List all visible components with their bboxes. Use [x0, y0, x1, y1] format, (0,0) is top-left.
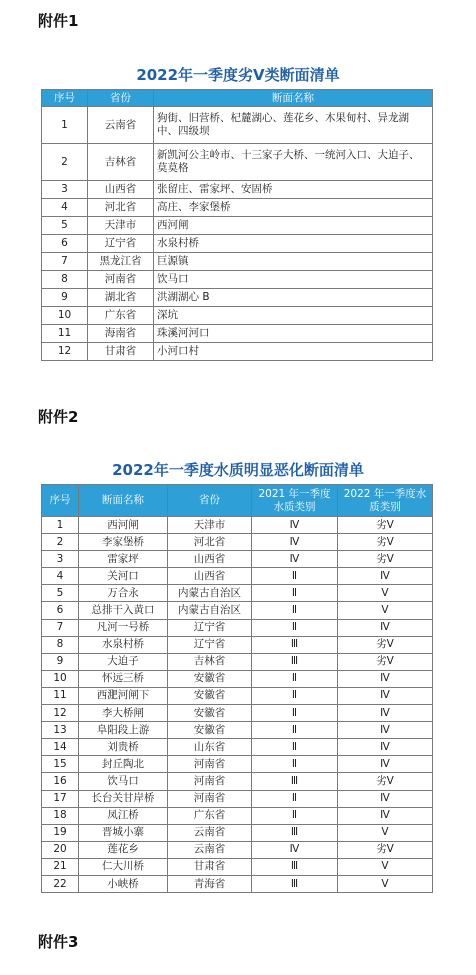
section-names-cell: 洪湖湖心 B [154, 289, 433, 307]
section-name-cell: 雷家坪 [79, 551, 168, 568]
province-cell: 湖北省 [88, 289, 154, 307]
table-row [42, 739, 433, 756]
table-row [42, 722, 433, 739]
row-index-cell: 1 [42, 517, 79, 534]
row-index-cell: 15 [42, 756, 79, 773]
col-header-province: 省份 [88, 90, 154, 107]
province-cell: 云南省 [168, 824, 252, 841]
quality-2022-cell: Ⅴ [338, 875, 433, 892]
table-row [42, 253, 433, 271]
section-name-cell: 水泉村桥 [79, 636, 168, 653]
col-header-province: 省份 [168, 485, 252, 517]
province-cell: 山西省 [88, 181, 154, 199]
col-header-2021-quality: 2021 年一季度水质类别 [252, 485, 338, 517]
province-cell: 河南省 [168, 790, 252, 807]
section-name-cell: 西淝河闸下 [79, 687, 168, 704]
quality-2022-cell: Ⅳ [338, 568, 433, 585]
section-name-cell: 万合永 [79, 585, 168, 602]
section-names-cell: 饮马口 [154, 271, 433, 289]
quality-2022-cell: Ⅳ [338, 619, 433, 636]
section-names-cell: 珠溪河河口 [154, 325, 433, 343]
section-name-cell: 李大桥闸 [79, 705, 168, 722]
col-header-index: 序号 [42, 90, 88, 107]
quality-2021-cell: Ⅱ [252, 790, 338, 807]
table-row [42, 790, 433, 807]
row-index-cell: 12 [42, 343, 88, 361]
province-cell: 辽宁省 [88, 235, 154, 253]
province-cell: 甘肃省 [88, 343, 154, 361]
quality-2022-cell: 劣Ⅴ [338, 653, 433, 670]
province-cell: 河南省 [168, 756, 252, 773]
quality-2021-cell: Ⅳ [252, 517, 338, 534]
province-cell: 山东省 [168, 739, 252, 756]
row-index-cell: 13 [42, 722, 79, 739]
table-1-body [42, 107, 433, 361]
section-name-cell: 大迫子 [79, 653, 168, 670]
row-index-cell: 8 [42, 271, 88, 289]
quality-2021-cell: Ⅲ [252, 773, 338, 790]
province-cell: 吉林省 [168, 653, 252, 670]
section-name-cell: 怀远三桥 [79, 670, 168, 687]
row-index-cell: 19 [42, 824, 79, 841]
section-names-cell: 小河口村 [154, 343, 433, 361]
province-cell: 天津市 [88, 217, 154, 235]
row-index-cell: 9 [42, 289, 88, 307]
section-names-cell: 张留庄、雷家坪、安固桥 [154, 181, 433, 199]
section-names-cell: 水泉村桥 [154, 235, 433, 253]
quality-2021-cell: Ⅱ [252, 670, 338, 687]
section-name-cell: 刘贵桥 [79, 739, 168, 756]
province-cell: 吉林省 [88, 144, 154, 181]
quality-2021-cell: Ⅲ [252, 858, 338, 875]
table-row [42, 687, 433, 704]
section-name-cell: 封丘陶北 [79, 756, 168, 773]
table-2 [41, 484, 433, 893]
province-cell: 安徽省 [168, 705, 252, 722]
quality-2022-cell: 劣Ⅴ [338, 551, 433, 568]
row-index-cell: 11 [42, 325, 88, 343]
quality-2022-cell: Ⅳ [338, 705, 433, 722]
table-row [42, 585, 433, 602]
quality-2022-cell: 劣Ⅴ [338, 841, 433, 858]
section-names-cell: 巨源镇 [154, 253, 433, 271]
table-row [42, 705, 433, 722]
row-index-cell: 8 [42, 636, 79, 653]
table-row [42, 824, 433, 841]
table-row [42, 199, 433, 217]
row-index-cell: 2 [42, 534, 79, 551]
table-row [42, 756, 433, 773]
table-row [42, 568, 433, 585]
row-index-cell: 2 [42, 144, 88, 181]
table-row [42, 619, 433, 636]
quality-2021-cell: Ⅲ [252, 824, 338, 841]
quality-2022-cell: 劣Ⅴ [338, 534, 433, 551]
province-cell: 河北省 [88, 199, 154, 217]
row-index-cell: 1 [42, 107, 88, 144]
section-name-cell: 莲花乡 [79, 841, 168, 858]
attachment-3-heading: 附件3 [38, 933, 79, 951]
table-row [42, 144, 433, 181]
row-index-cell: 6 [42, 235, 88, 253]
quality-2022-cell: Ⅳ [338, 756, 433, 773]
quality-2021-cell: Ⅱ [252, 619, 338, 636]
quality-2021-cell: Ⅲ [252, 875, 338, 892]
table-2-title: 2022年一季度水质明显恶化断面清单 [112, 461, 364, 479]
quality-2021-cell: Ⅱ [252, 585, 338, 602]
section-name-cell: 西河闸 [79, 517, 168, 534]
table-row [42, 271, 433, 289]
table-1-title: 2022年一季度劣Ⅴ类断面清单 [136, 66, 340, 84]
col-header-index: 序号 [42, 485, 79, 517]
table-row [42, 235, 433, 253]
province-cell: 广东省 [88, 307, 154, 325]
table-row [42, 107, 433, 144]
province-cell: 安徽省 [168, 687, 252, 704]
province-cell: 安徽省 [168, 722, 252, 739]
section-names-cell: 高庄、李家堡桥 [154, 199, 433, 217]
row-index-cell: 4 [42, 199, 88, 217]
quality-2022-cell: Ⅳ [338, 739, 433, 756]
table-row [42, 841, 433, 858]
quality-2022-cell: Ⅴ [338, 602, 433, 619]
table-2-body [42, 517, 433, 893]
quality-2022-cell: Ⅳ [338, 670, 433, 687]
province-cell: 河北省 [168, 534, 252, 551]
section-name-cell: 饮马口 [79, 773, 168, 790]
quality-2022-cell: Ⅳ [338, 807, 433, 824]
table-row [42, 289, 433, 307]
section-name-cell: 凤江桥 [79, 807, 168, 824]
quality-2021-cell: Ⅱ [252, 739, 338, 756]
province-cell: 辽宁省 [168, 636, 252, 653]
row-index-cell: 22 [42, 875, 79, 892]
row-index-cell: 7 [42, 253, 88, 271]
attachment-2-heading: 附件2 [38, 408, 79, 426]
province-cell: 安徽省 [168, 670, 252, 687]
table-row [42, 307, 433, 325]
row-index-cell: 21 [42, 858, 79, 875]
quality-2022-cell: 劣Ⅴ [338, 517, 433, 534]
section-names-cell: 狗街、旧营桥、杞麓湖心、莲花乡、木果甸村、异龙湖中、四级坝 [154, 107, 433, 144]
row-index-cell: 10 [42, 670, 79, 687]
province-cell: 山西省 [168, 568, 252, 585]
province-cell: 甘肃省 [168, 858, 252, 875]
section-name-cell: 长台关甘岸桥 [79, 790, 168, 807]
quality-2021-cell: Ⅱ [252, 705, 338, 722]
row-index-cell: 11 [42, 687, 79, 704]
row-index-cell: 5 [42, 217, 88, 235]
quality-2022-cell: 劣Ⅴ [338, 636, 433, 653]
table-row [42, 670, 433, 687]
quality-2022-cell: Ⅴ [338, 858, 433, 875]
province-cell: 内蒙古自治区 [168, 602, 252, 619]
table-row [42, 325, 433, 343]
quality-2022-cell: 劣Ⅴ [338, 773, 433, 790]
section-name-cell: 李家堡桥 [79, 534, 168, 551]
quality-2021-cell: Ⅲ [252, 653, 338, 670]
quality-2021-cell: Ⅱ [252, 687, 338, 704]
row-index-cell: 7 [42, 619, 79, 636]
col-header-section-name: 断面名称 [79, 485, 168, 517]
table-row [42, 636, 433, 653]
province-cell: 云南省 [168, 841, 252, 858]
quality-2022-cell: Ⅳ [338, 790, 433, 807]
quality-2021-cell: Ⅱ [252, 756, 338, 773]
row-index-cell: 10 [42, 307, 88, 325]
quality-2021-cell: Ⅱ [252, 568, 338, 585]
table-row [42, 653, 433, 670]
table-row [42, 343, 433, 361]
table-row [42, 773, 433, 790]
row-index-cell: 20 [42, 841, 79, 858]
province-cell: 山西省 [168, 551, 252, 568]
row-index-cell: 9 [42, 653, 79, 670]
table-row [42, 875, 433, 892]
quality-2021-cell: Ⅲ [252, 636, 338, 653]
row-index-cell: 12 [42, 705, 79, 722]
quality-2021-cell: Ⅳ [252, 551, 338, 568]
section-name-cell: 总排干入黄口 [79, 602, 168, 619]
section-name-cell: 凡河一号桥 [79, 619, 168, 636]
table-1 [41, 89, 433, 361]
table-row [42, 551, 433, 568]
table-row [42, 602, 433, 619]
table-row [42, 181, 433, 199]
row-index-cell: 17 [42, 790, 79, 807]
row-index-cell: 3 [42, 181, 88, 199]
table-1-header-row [42, 90, 433, 107]
col-header-2022-quality: 2022 年一季度水质类别 [338, 485, 433, 517]
row-index-cell: 18 [42, 807, 79, 824]
section-name-cell: 关河口 [79, 568, 168, 585]
province-cell: 海南省 [88, 325, 154, 343]
table-row [42, 534, 433, 551]
quality-2022-cell: Ⅳ [338, 687, 433, 704]
quality-2021-cell: Ⅳ [252, 841, 338, 858]
province-cell: 青海省 [168, 875, 252, 892]
section-names-cell: 西河闸 [154, 217, 433, 235]
attachment-1-heading: 附件1 [38, 12, 79, 30]
row-index-cell: 4 [42, 568, 79, 585]
province-cell: 黑龙江省 [88, 253, 154, 271]
quality-2022-cell: Ⅴ [338, 585, 433, 602]
province-cell: 天津市 [168, 517, 252, 534]
table-2-header-row [42, 485, 433, 517]
table-row [42, 858, 433, 875]
table-row [42, 517, 433, 534]
table-row [42, 217, 433, 235]
quality-2022-cell: Ⅴ [338, 824, 433, 841]
section-names-cell: 深坑 [154, 307, 433, 325]
row-index-cell: 5 [42, 585, 79, 602]
quality-2021-cell: Ⅱ [252, 602, 338, 619]
row-index-cell: 16 [42, 773, 79, 790]
quality-2021-cell: Ⅱ [252, 722, 338, 739]
province-cell: 广东省 [168, 807, 252, 824]
col-header-section-names: 断面名称 [154, 90, 433, 107]
table-row [42, 807, 433, 824]
section-name-cell: 仁大川桥 [79, 858, 168, 875]
section-name-cell: 阜阳段上游 [79, 722, 168, 739]
section-names-cell: 新凯河公主岭市、十三家子大桥、一统河入口、大迫子、莫莫格 [154, 144, 433, 181]
section-name-cell: 晋城小寨 [79, 824, 168, 841]
row-index-cell: 3 [42, 551, 79, 568]
quality-2021-cell: Ⅳ [252, 534, 338, 551]
row-index-cell: 14 [42, 739, 79, 756]
province-cell: 内蒙古自治区 [168, 585, 252, 602]
quality-2021-cell: Ⅱ [252, 807, 338, 824]
province-cell: 辽宁省 [168, 619, 252, 636]
row-index-cell: 6 [42, 602, 79, 619]
section-name-cell: 小峡桥 [79, 875, 168, 892]
province-cell: 河南省 [88, 271, 154, 289]
province-cell: 河南省 [168, 773, 252, 790]
province-cell: 云南省 [88, 107, 154, 144]
quality-2022-cell: Ⅳ [338, 722, 433, 739]
